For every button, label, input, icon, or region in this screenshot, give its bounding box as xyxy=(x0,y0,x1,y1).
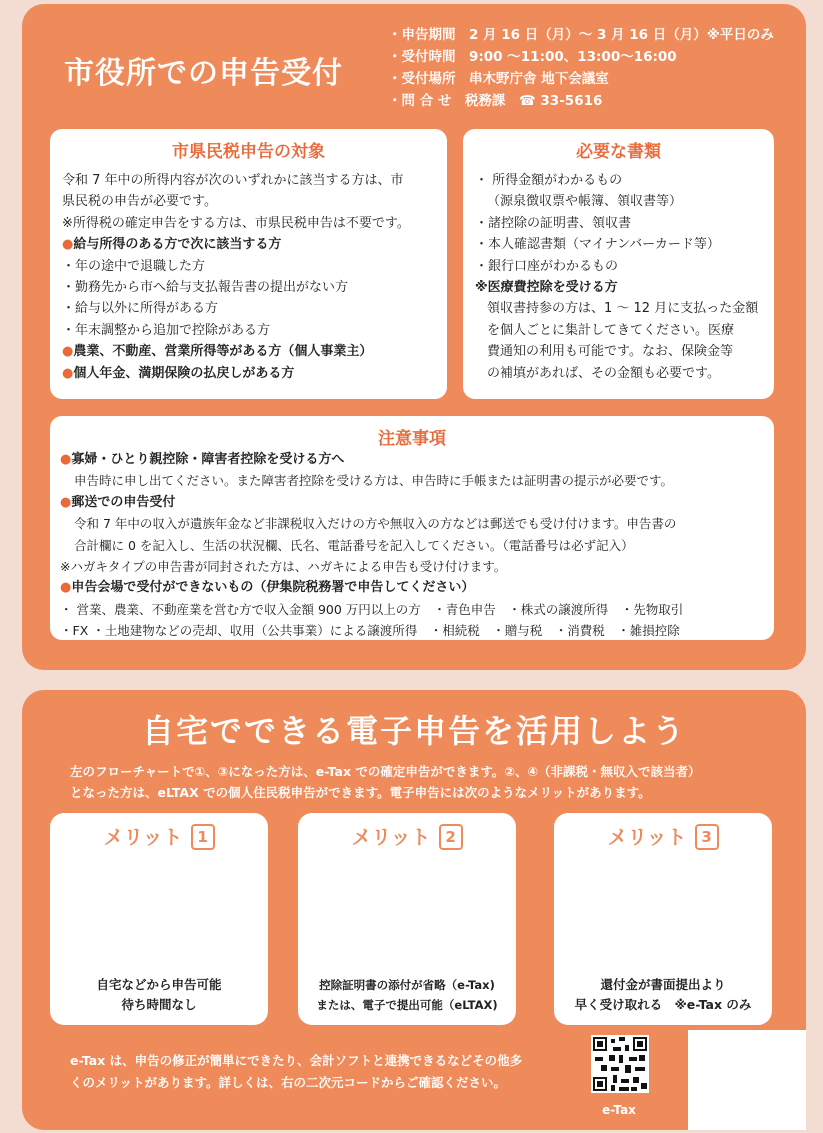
reception-info xyxy=(388,24,774,112)
info-hours: ・受付時間 9:00 ～11:00、13:00～16:00 xyxy=(388,49,677,65)
documents-line: ・諸控除の証明書、領収書 xyxy=(475,215,632,231)
target-line: ・給与以外に所得がある方 xyxy=(62,301,219,317)
notes-card xyxy=(50,416,774,640)
documents-line: ・ 所得金額がわかるもの xyxy=(475,173,623,188)
documents-line: を個人ごとに集計してきてください。医療 xyxy=(487,322,735,338)
documents-heading: ※医療費控除を受ける方 xyxy=(475,280,618,296)
target-line: ※所得税の確定申告をする方は、市県民税申告は不要です。 xyxy=(62,215,410,231)
target-line: ・年末調整から追加で控除がある方 xyxy=(62,322,271,338)
merit-number: 1 xyxy=(191,824,215,850)
notes-line: ・ 営業、農業、不動産業を営む方で収入金額 900 万円以上の方 ・青色申告 ・株式の譲渡所得 ・先物取引 xyxy=(60,601,684,617)
documents-line: 費通知の利用も可能です。なお、保険金等 xyxy=(487,344,733,360)
target-heading: ●給与所得のある方で次に該当する方 xyxy=(62,237,282,253)
page-title: 市役所での申告受付 xyxy=(64,56,343,91)
bullet-icon: ● xyxy=(60,494,72,510)
notes-line: ・FX ・土地建物などの売却、収用（公共事業）による譲渡所得 ・相続税 ・贈与税 ・消費税 ・雑損控除 xyxy=(60,623,680,639)
image-placeholder xyxy=(688,1030,806,1130)
efile-footer: くのメリットがあります。詳しくは、右の二次元コードからご確認ください。 xyxy=(70,1075,507,1090)
notes-heading: ●寡婦・ひとり親控除・障害者控除を受ける方へ xyxy=(60,452,345,467)
merit-heading: メリット 1 xyxy=(50,821,268,850)
documents-line: （源泉徴収票や帳簿、領収書等） xyxy=(487,194,683,210)
merit-description: 還付金が書面提出より 早く受け取れる ※e-Tax のみ xyxy=(574,977,752,1012)
documents-card xyxy=(463,129,774,399)
merit-card-3 xyxy=(554,813,772,1025)
bullet-icon: ● xyxy=(62,237,74,253)
target-card xyxy=(50,129,447,399)
merit-description: 控除証明書の添付が省略（e-Tax) または、電子で提出可能（eLTAX) xyxy=(316,978,498,1012)
info-place: ・受付場所 串木野庁舎 地下会議室 xyxy=(388,71,609,87)
info-contact: ・問 合 せ 税務課 ☎ 33-5616 xyxy=(388,93,603,109)
target-line: 県民税の申告が必要です。 xyxy=(62,194,217,210)
bullet-icon: ● xyxy=(60,452,72,467)
merit-description: 自宅などから申告可能 待ち時間なし xyxy=(96,977,222,1012)
bullet-icon: ● xyxy=(60,580,72,596)
efile-title: 自宅でできる電子申告を活用しよう xyxy=(141,712,686,750)
documents-line: ・銀行口座がわかるもの xyxy=(475,258,619,274)
target-heading: ●個人年金、満期保険の払戻しがある方 xyxy=(62,365,295,381)
target-title: 市県民税申告の対象 xyxy=(172,142,325,162)
documents-title: 必要な書類 xyxy=(576,142,661,162)
notes-line: 令和 7 年中の収入が遺族年金など非課税収入だけの方や無収入の方などは郵送でも受け付けます。申告書の xyxy=(74,516,677,532)
documents-line: 領収書持参の方は、1 ～ 12 月に支払った金額 xyxy=(487,301,759,317)
notes-line: 合計欄に 0 を記入し、生活の状況欄、氏名、電話番号を記入してください。（電話番号は必ず記入） xyxy=(74,537,634,553)
notes-line: 申告時に申し出てください。また障害者控除を受ける方は、申告時に手帳または証明書の提示が必要です。 xyxy=(74,473,674,489)
qr-code-icon[interactable] xyxy=(591,1035,649,1093)
info-period: ・申告期間 2 月 16 日（月）～ 3 月 16 日（月）※平日のみ xyxy=(388,27,774,43)
documents-line: ・本人確認書類（マイナンバーカード等） xyxy=(475,237,720,253)
target-line: 令和 7 年中の所得内容が次のいずれかに該当する方は、市 xyxy=(62,173,404,188)
qr-label: e-Tax xyxy=(602,1103,636,1117)
notes-heading: ●申告会場で受付ができないもの（伊集院税務署で申告してください） xyxy=(60,580,475,596)
notes-heading: ●郵送での申告受付 xyxy=(60,494,176,510)
target-heading: ●農業、不動産、営業所得等がある方（個人事業主） xyxy=(62,344,373,360)
documents-line: の補填があれば、その金額も必要です。 xyxy=(487,365,720,381)
merit-number: 2 xyxy=(439,824,463,850)
merit-card-2 xyxy=(298,813,516,1025)
merit-card-1 xyxy=(50,813,268,1025)
notes-title: 注意事項 xyxy=(378,429,446,449)
efile-intro: 左のフローチャートで①、③になった方は、e-Tax での確定申告ができます。②、④（非課税・無収入で該当者） xyxy=(70,764,701,779)
efile-footer: e-Tax は、申告の修正が簡単にできたり、会計ソフトと連携できるなどその他多 xyxy=(70,1053,523,1068)
merit-number: 3 xyxy=(695,824,719,850)
merit-heading: メリット 3 xyxy=(554,821,772,850)
bullet-icon: ● xyxy=(62,365,74,381)
bullet-icon: ● xyxy=(62,344,74,360)
efile-intro: となった方は、eLTAX での個人住民税申告ができます。電子申告には次のようなメリットがあります。 xyxy=(70,785,651,800)
target-line: ・勤務先から市へ給与支払報告書の提出がない方 xyxy=(62,280,349,296)
merit-heading: メリット 2 xyxy=(298,821,516,850)
notes-line: ※ハガキタイプの申告書が同封された方は、ハガキによる申告も受け付けます。 xyxy=(60,559,507,575)
target-line: ・年の途中で退職した方 xyxy=(62,258,206,274)
